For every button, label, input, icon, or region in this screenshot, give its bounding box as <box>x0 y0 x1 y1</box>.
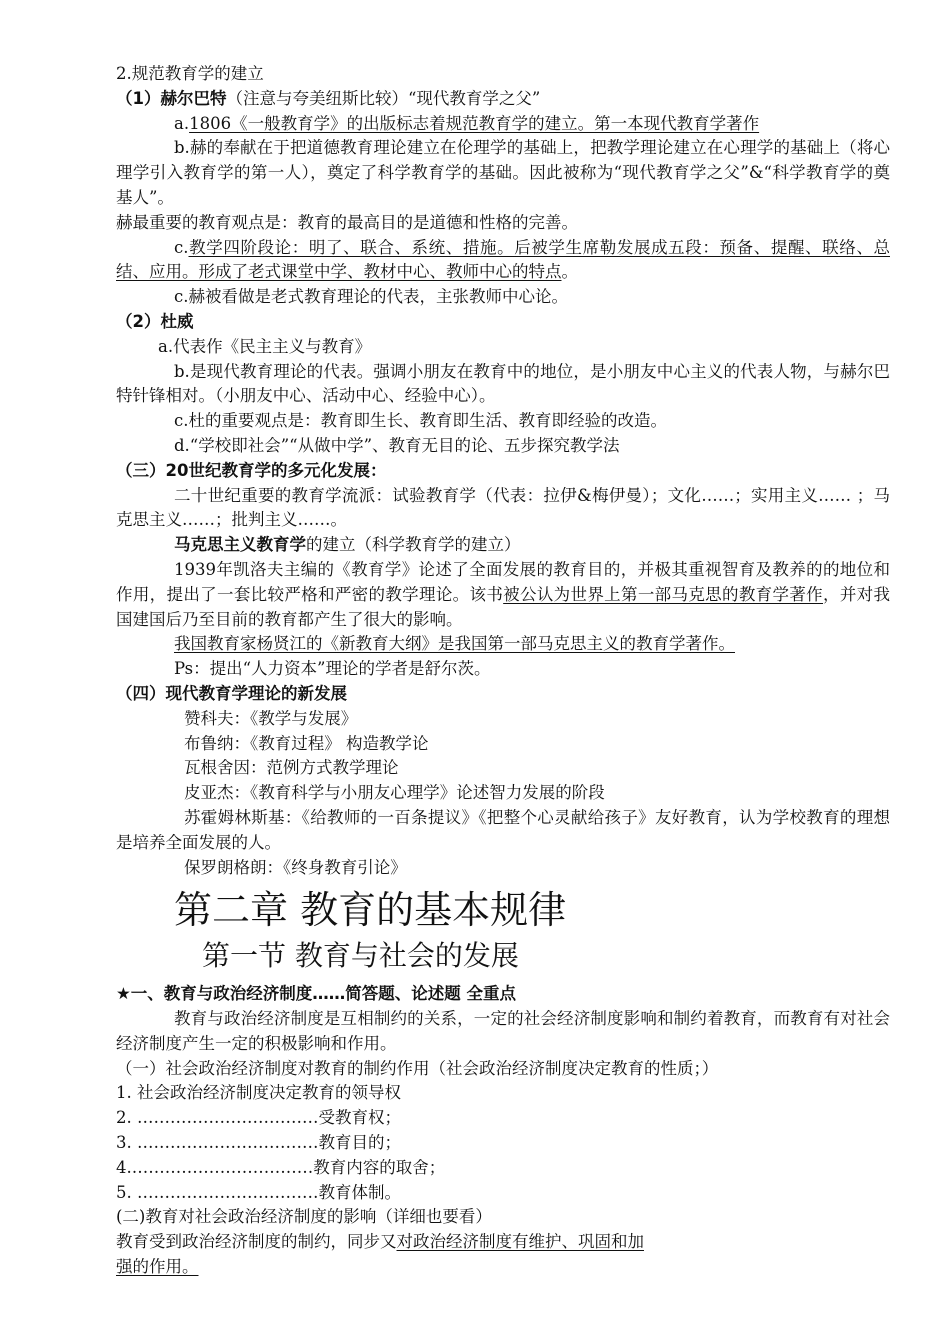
dewey-item-b: b.是现代教育理论的代表。强调小朋友在教育中的地位，是小朋友中心主义的代表人物，与赫尔巴特针锋相对。（小朋友中心、活动中心、经验中心）。 <box>116 361 890 406</box>
paragraph-text: ，并对我国建国后乃至目前的教育都产生了很大的影响。 <box>116 584 891 629</box>
underlined-text: 被公认为世界上第一部马克思的教育学著作 <box>503 584 824 604</box>
item-c-traditional: c.赫被看做是老式教育理论的代表，主张教师中心论。 <box>174 287 568 307</box>
subsection-1: （一）社会政治经济制度对教育的制约作用（社会政治经济制度决定教育的性质；） <box>116 1058 719 1078</box>
list-item-2: 2. ……………………………受教育权； <box>116 1108 401 1128</box>
key-point-heading: ★一、教育与政治经济制度……简答题、论述题 全重点 <box>116 984 517 1004</box>
dewey-item-c: c.杜的重要观点是：教育即生长、教育即生活、教育即经验的改造。 <box>174 411 667 431</box>
herbart-note: （注意与夸美纽斯比较）“现代教育学之父” <box>226 88 541 108</box>
item-prefix: c. <box>174 237 189 257</box>
underlined-text: 对政治经济制度有维护、巩固和加 <box>396 1232 644 1252</box>
kairov-paragraph <box>116 558 890 632</box>
underlined-text: 1806《一般教育学》的出版标志着规范教育学的建立。第一本现代教育学著作 <box>189 113 760 133</box>
politics-paragraph: 教育与政治经济制度是互相制约的关系，一定的社会经济制度影响和制约着教育，而教育有对社会经济制度产生一定的积极影响和作用。 <box>116 1009 890 1053</box>
theory-wagenschein: 瓦根舍因：范例方式教学理论 <box>184 758 399 778</box>
item-suffix: 。 <box>561 262 578 282</box>
underlined-text: 强的作用。 <box>116 1257 199 1277</box>
theory-zankov: 赞科夫：《教学与发展》 <box>184 708 358 728</box>
theory-piaget: 皮亚杰：《教育科学与小朋友心理学》论述智力发展的阶段 <box>184 783 605 803</box>
item-prefix: a. <box>174 113 190 133</box>
theory-lengrand: 保罗朗格朗：《终身教育引论》 <box>184 857 407 877</box>
herbart-view: 赫最重要的教育观点是：教育的最高目的是道德和性格的完善。 <box>116 212 578 232</box>
final-line-2 <box>116 1255 890 1280</box>
subsection-2: (二)教育对社会政治经济制度的影响（详细也要看） <box>116 1207 492 1227</box>
yang-xianjiang-line <box>116 632 890 657</box>
herbart-name: （1）赫尔巴特 <box>116 88 227 108</box>
final-line-1 <box>116 1230 890 1255</box>
item-b-herbart: b.赫的奉献在于把道德教育理论建立在伦理学的基础上，把教学理论建立在心理学的基础上（将心理学引入教育学的第一人），奠定了科学教育学的基础。因此被称为“现代教育学之父”&“科学教育学的奠基人”。 <box>116 138 890 207</box>
underlined-text: 我国教育家杨贤江的《新教育大纲》是我国第一部马克思主义的教育学著作。 <box>174 634 735 654</box>
heading-2: 2.规范教育学的建立 <box>116 64 264 83</box>
marxist-bold: 马克思主义教育学 <box>174 535 306 555</box>
underlined-text: 教学四阶段论：明了、联合、系统、措施。后被学生席勒发展成五段：预备、提醒、联络、总结、应用。形成了老式课堂中学、教材中心、教师中心的特点 <box>116 237 890 282</box>
list-item-5: 5. ……………………………教育体制。 <box>116 1182 401 1202</box>
theory-bruner: 布鲁纳：《教育过程》 构造教学论 <box>184 733 429 753</box>
item-c-four-stages <box>116 236 890 286</box>
chapter-title: 第二章 教育的基本规律 <box>174 888 567 933</box>
section-heading-3: （三）20世纪教育学的多元化发展： <box>116 460 387 480</box>
marxist-heading <box>116 533 890 558</box>
dewey-item-d: d.“学校即社会”“从做中学”、教育无目的论、五步探究教学法 <box>174 435 620 455</box>
section-title: 第一节 教育与社会的发展 <box>202 939 519 973</box>
item-a-1806 <box>116 112 890 137</box>
marxist-rest: 的建立（科学教育学的建立） <box>306 535 521 555</box>
paragraph-text: 教育受到政治经济制度的制约，同步又 <box>116 1232 397 1252</box>
list-item-1: 1. 社会政治经济制度决定教育的领导权 <box>116 1083 401 1103</box>
dewey-item-a: a.代表作《民主主义与教育》 <box>158 336 372 356</box>
schools-paragraph: 二十世纪重要的教育学流派：试验教育学（代表：拉伊&梅伊曼）；文化……；实用主义…… ；马克思主义……；批判主义……。 <box>116 485 890 530</box>
list-item-4: 4.……………………………教育内容的取舍； <box>116 1157 446 1177</box>
dewey-heading: （2）杜威 <box>116 311 194 331</box>
section-heading-4: （四）现代教育学理论的新发展 <box>116 683 347 703</box>
theory-sukhomlinsky: 苏霍姆林斯基：《给教师的一百条提议》《把整个心灵献给孩子》友好教育，认为学校教育的理想是培养全面发展的人。 <box>116 807 890 852</box>
paragraph-text: 1939年凯洛夫主编的《教育学》论述了全面发展的教育目的，并极其重视智育及教养的的地位和作用，提出了一套比较严格和严密的教学理论。该书 <box>116 559 890 604</box>
herbart-heading <box>116 87 890 112</box>
ps-line: Ps：提出“人力资本”理论的学者是舒尔茨。 <box>174 659 491 679</box>
list-item-3: 3. ……………………………教育目的； <box>116 1133 401 1153</box>
